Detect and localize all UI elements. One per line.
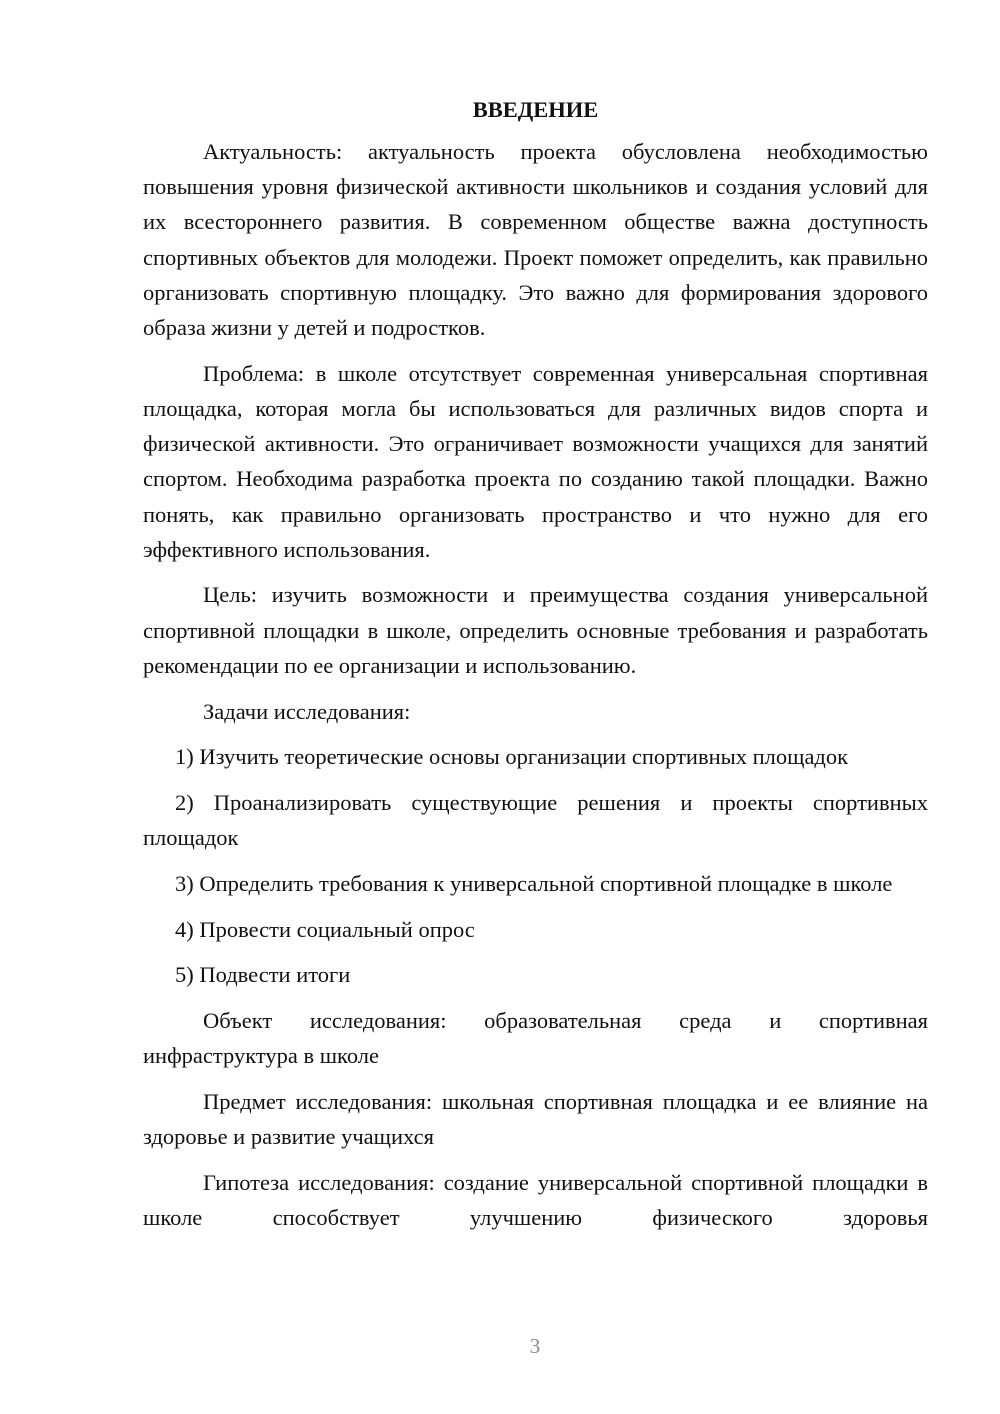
task-item-1: 1) Изучить теоретические основы организации спортивных площадок	[175, 744, 849, 770]
paragraph-problem: Проблема: в школе отсутствует современная универсальная спортивная площадка, которая могла бы использоваться для различных видов спорта и физической активности. Это ограничивает возможности учащихся для занятий спортом. Необходима разработка проекта по созданию такой площадки. Важно понять, как правильно организовать пространство и что нужно для его эффективного использования.	[143, 360, 928, 562]
paragraph-goal: Цель: изучить возможности и преимущества создания универсальной спортивной площадки в школе, определить основные требования и разработать рекомендации по ее организации и использованию.	[143, 582, 928, 678]
page-number: 3	[529, 1334, 541, 1358]
task-item-4: 4) Провести социальный опрос	[175, 916, 475, 942]
paragraph-object: Объект исследования: образовательная среда и спортивная инфраструктура в школе	[143, 1007, 928, 1069]
paragraph-hypothesis: Гипотеза исследования: создание универсальной спортивной площадки в школе способствует улучшению физического здоровья	[143, 1169, 928, 1230]
paragraph-subject: Предмет исследования: школьная спортивная площадка и ее влияние на здоровье и развитие учащихся	[143, 1088, 928, 1150]
task-item-3: 3) Определить требования к универсальной спортивной площадке в школе	[175, 870, 893, 896]
paragraph-tasks-heading: Задачи исследования:	[203, 698, 411, 724]
task-item-2: 2) Проанализировать существующие решения и проекты спортивных площадок	[143, 789, 928, 851]
paragraph-relevance: Актуальность: актуальность проекта обусловлена необходимостью повышения уровня физической активности школьников и создания условий для их всестороннего развития. В современном обществе важна доступность спортивных объектов для молодежи. Проект поможет определить, как правильно организовать спортивную площадку. Это важно для формирования здорового образа жизни у детей и подростков.	[143, 139, 928, 341]
task-item-5: 5) Подвести итоги	[175, 962, 351, 988]
document-body	[143, 92, 928, 1246]
section-title: ВВЕДЕНИЕ	[472, 97, 599, 122]
